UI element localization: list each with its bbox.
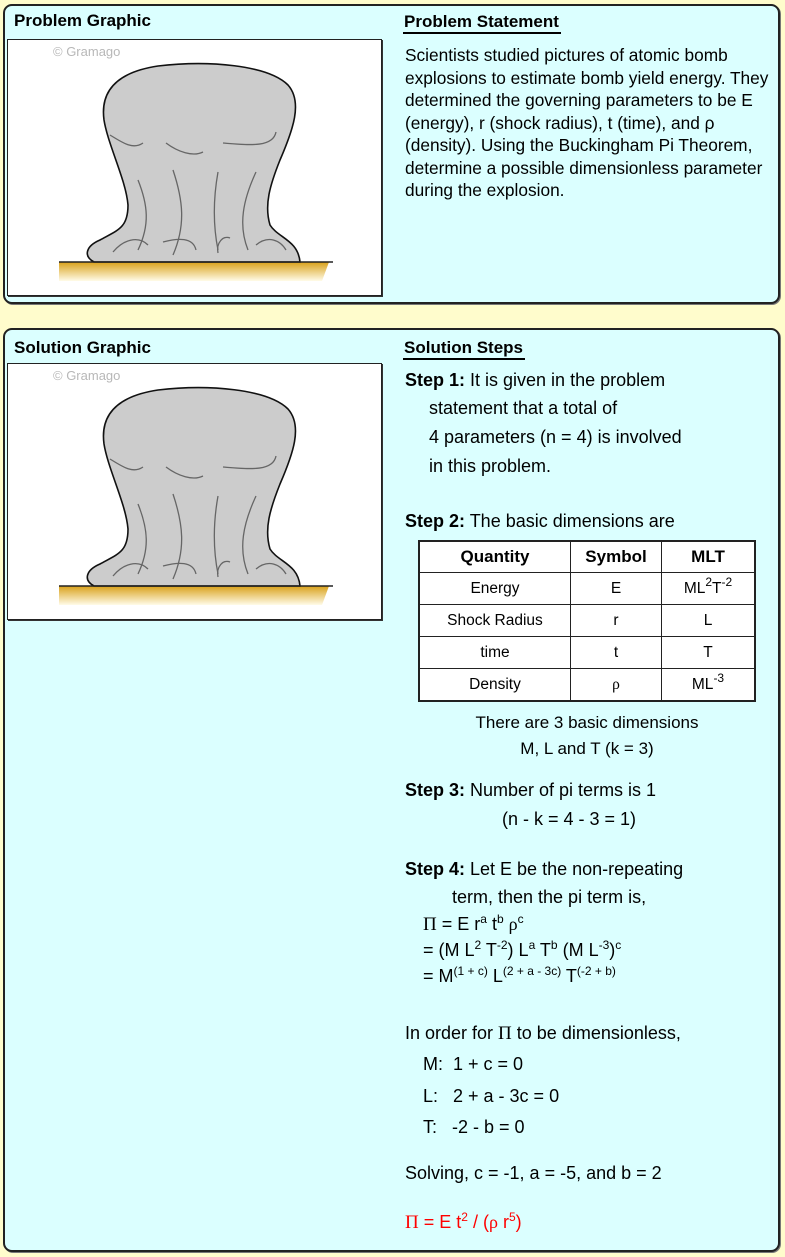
cell-mlt: $ML^2T^{-2}$ [662,573,756,605]
step2-text: The basic dimensions are [465,511,675,531]
header-quantity: Quantity [419,541,571,573]
step1-line1 [405,370,665,391]
step4-line [405,859,683,880]
pi-equation-2: = (M $L^2$ $T^{-2}$) $L^a$ $T^b$ (M $L^{-3})^c$ [423,938,622,960]
watermark: © Gramago [53,368,121,383]
table-header-row [419,541,755,573]
condition-l: L: 2 + a - 3c = 0 [423,1086,560,1106]
cell-mlt: L [662,605,756,637]
table-row [419,669,755,702]
solving-line: Solving, c = -1, a = -5, and b = 2 [405,1163,662,1183]
final-result: Π = E $t^2 / (\rho$ $r^5$) [405,1210,522,1233]
cell-quantity: time [419,637,571,669]
ground [59,586,329,605]
solution-graphic [7,363,382,620]
step2-line [405,511,675,532]
dimensions-note-2: M, L and T (k = 3) [520,739,654,758]
pi-equation-3: = $M^{(1 + c)}$ $L^{(2 + a - 3c)}$ $T^{(-2 + b)}$ [423,964,616,986]
solution-steps-title: Solution Steps [403,338,525,360]
cell-symbol: t [571,637,662,669]
cell-quantity: Density [419,669,571,702]
cell-mlt: $ML^{-3}$ [662,669,756,702]
header-mlt: MLT [662,541,756,573]
dimensions-table [418,540,756,702]
cell-quantity: Shock Radius [419,605,571,637]
solution-graphic-title: Solution Graphic [14,338,151,357]
cell-symbol: r [571,605,662,637]
problem-statement-title: Problem Statement [403,12,561,34]
pi-equation-1: Π = E $r^a$ $t^b$ $\rho^c$ [423,912,524,935]
step1-line2: statement that a total of [429,398,618,418]
cloud-shape [87,64,300,262]
step4-line2: term, then the pi term is, [452,887,647,907]
watermark: © Gramago [53,44,121,59]
dimensions-note-1: There are 3 basic dimensions [475,713,699,732]
ground [59,262,329,281]
step1-line4: in this problem. [429,456,552,476]
cell-mlt: T [662,637,756,669]
step1-text: It is given in the problem [465,370,666,390]
problem-graphic-title: Problem Graphic [14,11,151,30]
cell-quantity: Energy [419,573,571,605]
table-row [419,637,755,669]
step4-label: Step 4: [405,859,466,879]
dimensionless-intro: In order for Π to be dimensionless, [405,1023,681,1044]
step2-label: Step 2: [405,511,466,531]
cell-symbol: E [571,573,662,605]
step4-text: Let E be the non-repeating [465,859,684,879]
condition-t: T: -2 - b = 0 [423,1117,525,1137]
table-row [419,573,755,605]
table-row [419,605,755,637]
explosion-cloud-illustration [8,40,382,296]
step3-text: Number of pi terms is 1 [465,780,657,800]
cell-symbol: ρ [571,669,662,702]
problem-statement-text: Scientists studied pictures of atomic bomb explosions to estimate bomb yield energy. They determined the governing parameters to be E (energy), r (shock radius), t (time), and ρ (density). Using the Buckingham Pi Theorem, determine a possible dimensionless parameter during the explosion. [405,45,769,200]
problem-graphic [7,39,382,296]
condition-m: M: 1 + c = 0 [423,1054,524,1074]
step1-line3: 4 parameters (n = 4) is involved [429,427,682,447]
step3-line2: (n - k = 4 - 3 = 1) [502,809,637,829]
header-symbol: Symbol [571,541,662,573]
cloud-shape [87,388,300,586]
step3-line [405,780,656,801]
step3-label: Step 3: [405,780,466,800]
explosion-cloud-illustration [8,364,382,620]
step1-label: Step 1: [405,370,466,390]
